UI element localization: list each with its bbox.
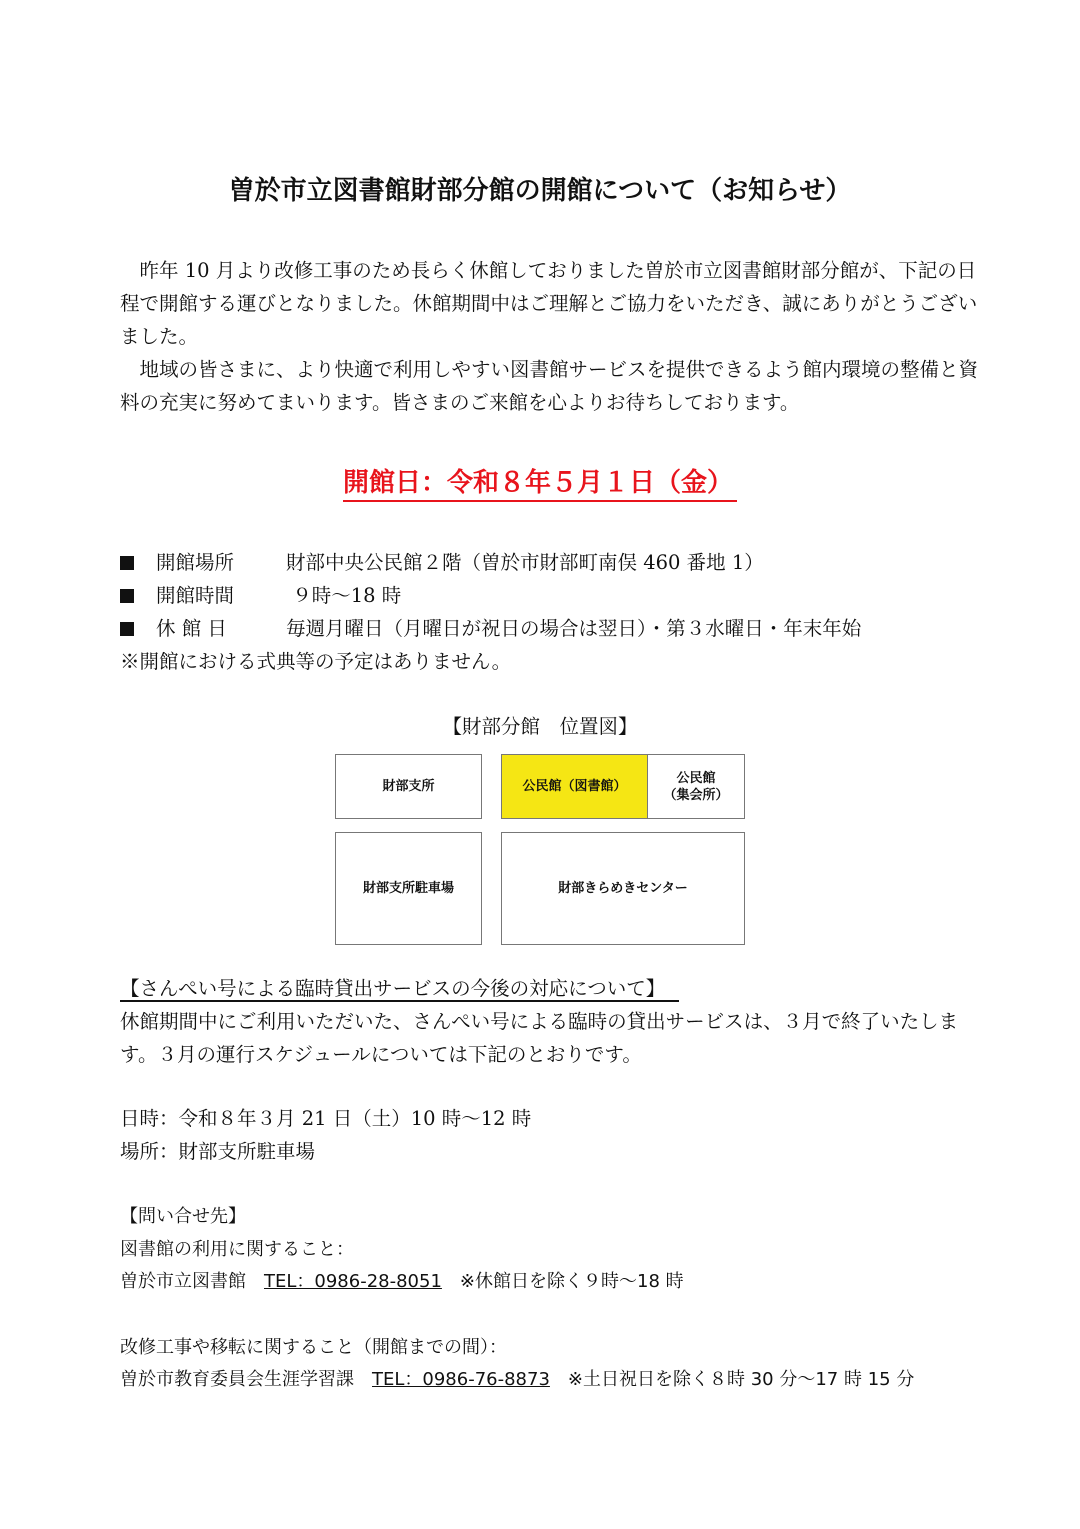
map-label: 公民館 xyxy=(676,770,716,786)
renovation-tel-link[interactable]: TEL：0986-76-8873 xyxy=(372,1369,550,1390)
library-subject: 図書館の利用に関すること： xyxy=(120,1239,354,1260)
ceremony-note: ※開館における式典等の予定はありません。 xyxy=(120,650,512,673)
detail-label: 開館時間 xyxy=(156,584,235,607)
map-community-library: 公民館（図書館） xyxy=(501,754,648,819)
sanpei-body: 休館期間中にご利用いただいた、さんぺい号による臨時の貸出サービスは、３月で終了いたします。３月の運行スケジュールについては下記のとおりです。 xyxy=(120,1010,959,1066)
opening-date: 開館日：令和８年５月１日（金） xyxy=(343,468,737,502)
intro-text xyxy=(120,254,990,419)
detail-value: 財部中央公民館２階（曽於市財部町南俣 460 番地 1） xyxy=(286,551,764,574)
map-center: 財部きらめきセンター xyxy=(501,832,745,945)
sanpei-heading xyxy=(120,972,679,1005)
library-tel-link[interactable]: TEL：0986-28-8051 xyxy=(264,1271,442,1292)
detail-value: ９時～18 時 xyxy=(286,584,402,607)
detail-label: 開館場所 xyxy=(156,551,235,574)
library-contact xyxy=(120,1265,684,1298)
intro-paragraph-2: 地域の皆さまに、より快適で利用しやすい図書館サービスを提供できるよう館内環境の整備と資料の充実に努めてまいります。皆さまのご来館を心よりお待ちしております。 xyxy=(120,358,979,414)
library-hours: ※休館日を除く９時～18 時 xyxy=(441,1271,684,1292)
opening-date-heading xyxy=(0,462,1080,499)
map-branch-office: 財部支所 xyxy=(335,754,482,819)
detail-value: 毎週月曜日（月曜日が祝日の場合は翌日）・第３水曜日・年末年始 xyxy=(286,617,862,640)
sanpei-datetime: 日時：令和８年３月 21 日（土）10 時～12 時 xyxy=(120,1107,532,1130)
intro-paragraph-1: 昨年 10 月より改修工事のため長らく休館しておりました曽於市立図書館財部分館が、下記の日程で開館する運びとなりました。休館期間中はご理解とご協力をいただき、誠にありがとうございました。 xyxy=(120,259,978,348)
contact-heading: 【問い合せ先】 xyxy=(120,1206,246,1227)
square-bullet-icon xyxy=(120,622,134,636)
sanpei-heading-text: 【さんぺい号による臨時貸出サービスの今後の対応について】 xyxy=(120,977,679,1002)
square-bullet-icon xyxy=(120,556,134,570)
renovation-subject: 改修工事や移転に関すること（開館までの間）： xyxy=(120,1337,507,1358)
detail-location xyxy=(120,546,764,579)
renovation-name: 曽於市教育委員会生涯学習課 xyxy=(120,1369,372,1390)
renovation-contact xyxy=(120,1363,914,1396)
detail-hours xyxy=(120,579,401,612)
page-title: 曽於市立図書館財部分館の開館について（お知らせ） xyxy=(228,176,852,206)
library-name: 曽於市立図書館 xyxy=(120,1271,264,1292)
sanpei-place: 場所：財部支所駐車場 xyxy=(120,1140,316,1163)
detail-label: 休 館 日 xyxy=(156,617,227,640)
detail-closed-days xyxy=(120,612,861,645)
map-community-hall xyxy=(647,754,745,819)
renovation-hours: ※土日祝日を除く８時 30 分～17 時 15 分 xyxy=(549,1369,915,1390)
map-title: 【財部分館 位置図】 xyxy=(442,715,638,738)
square-bullet-icon xyxy=(120,589,134,603)
map-parking: 財部支所駐車場 xyxy=(335,832,482,945)
map-label: （集会所） xyxy=(663,787,729,803)
